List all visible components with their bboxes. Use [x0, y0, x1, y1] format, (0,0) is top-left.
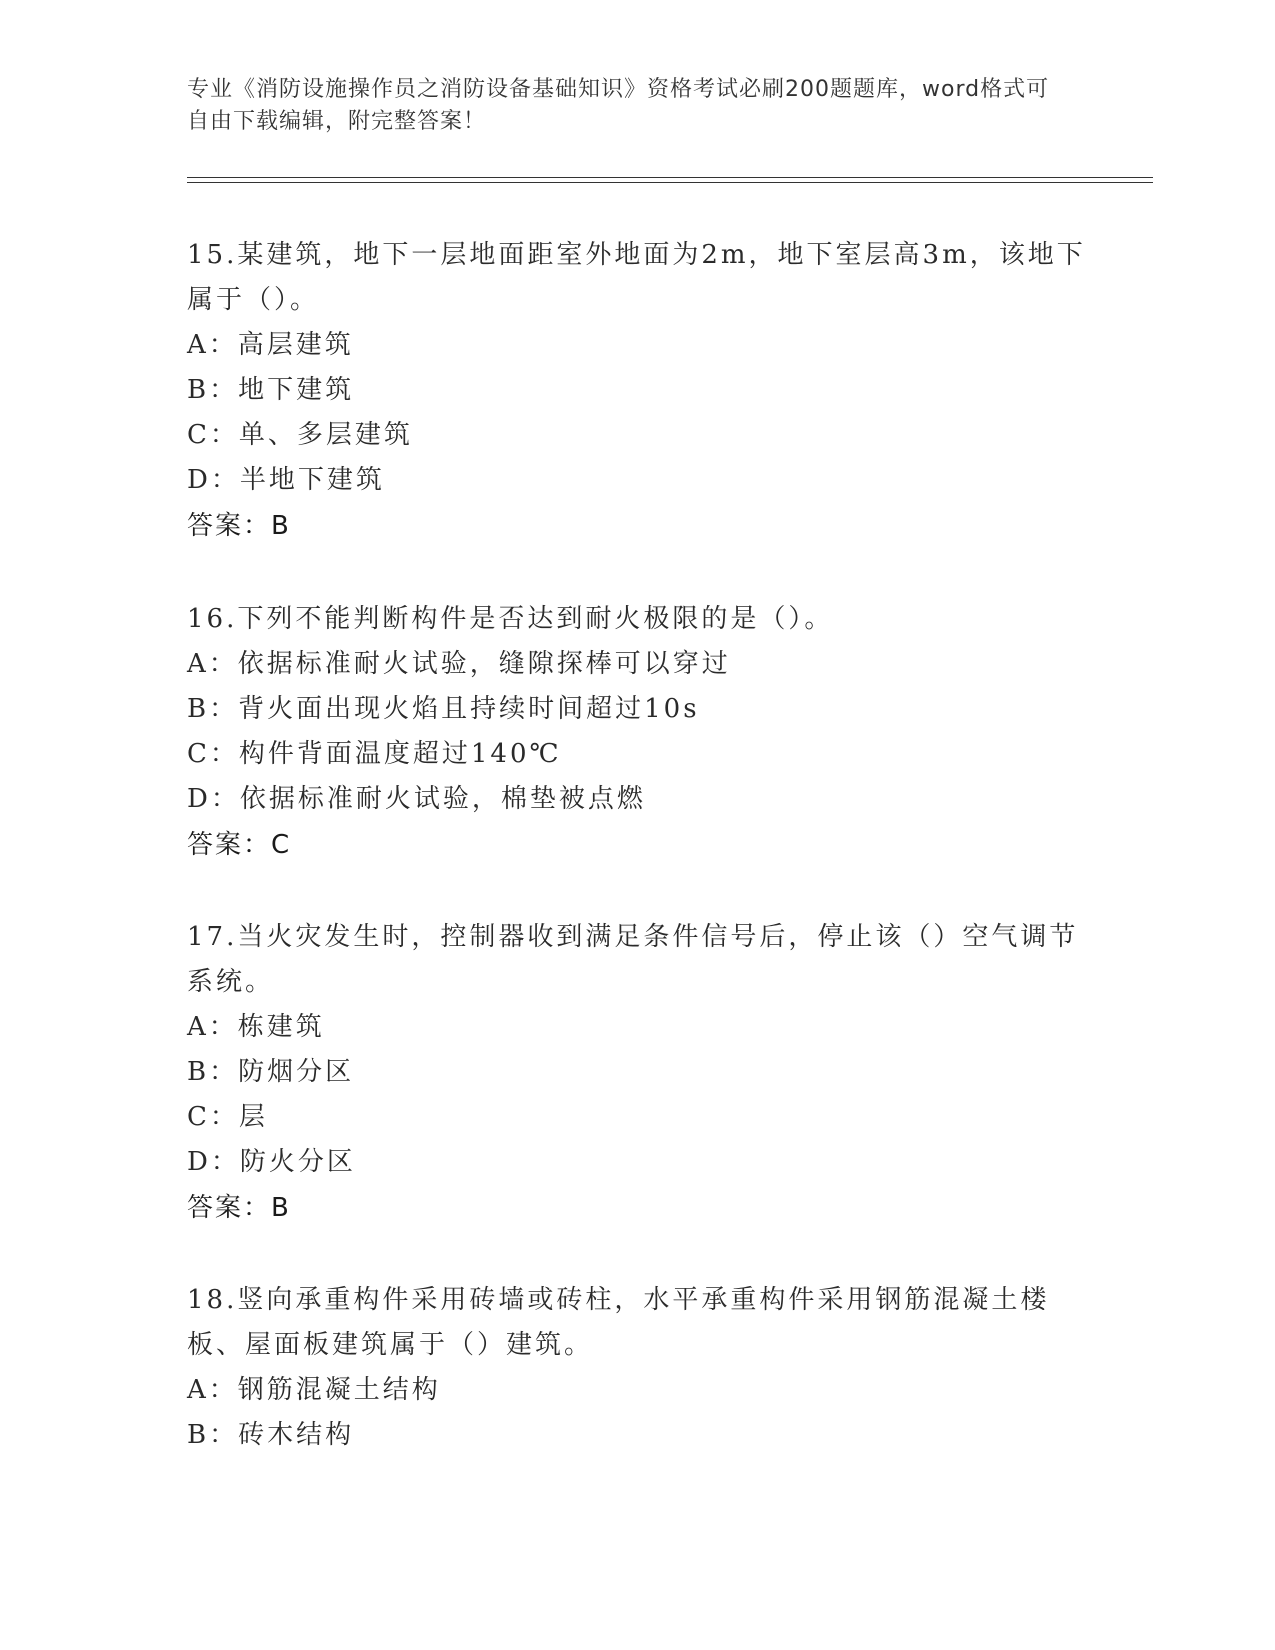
- question-stem: 15.某建筑，地下一层地面距室外地面为2m，地下室层高3m，该地下属于（）。: [187, 240, 1086, 315]
- option-c: C：层: [187, 1102, 268, 1132]
- question-17: [187, 915, 1087, 1231]
- question-stem: 18.竖向承重构件采用砖墙或砖柱，水平承重构件采用钢筋混凝土楼板、屋面板建筑属于（）建筑。: [187, 1285, 1050, 1360]
- header-divider-line-2: [187, 182, 1153, 183]
- option-a: A：钢筋混凝土结构: [187, 1375, 441, 1405]
- option-c: C：单、多层建筑: [187, 420, 413, 450]
- option-d: D：依据标准耐火试验，棉垫被点燃: [187, 784, 646, 814]
- answer: 答案：B: [187, 1193, 291, 1223]
- option-b: B：防烟分区: [187, 1057, 355, 1087]
- question-16: [187, 597, 1087, 868]
- question-15: [187, 233, 1087, 549]
- question-stem: 16.下列不能判断构件是否达到耐火极限的是（）。: [187, 604, 834, 634]
- option-b: B：砖木结构: [187, 1420, 355, 1450]
- question-stem: 17.当火灾发生时，控制器收到满足条件信号后，停止该（）空气调节系统。: [187, 922, 1079, 997]
- option-b: B：背火面出现火焰且持续时间超过10s: [187, 694, 700, 724]
- option-d: D：防火分区: [187, 1147, 356, 1177]
- answer: 答案：B: [187, 511, 291, 541]
- header-divider-line: [187, 177, 1153, 178]
- option-c: C：构件背面温度超过140℃: [187, 739, 562, 769]
- option-a: A：依据标准耐火试验，缝隙探棒可以穿过: [187, 649, 731, 679]
- answer: 答案：C: [187, 830, 292, 860]
- option-d: D：半地下建筑: [187, 465, 385, 495]
- option-a: A：高层建筑: [187, 330, 354, 360]
- option-b: B：地下建筑: [187, 375, 355, 405]
- question-18: [187, 1278, 1087, 1458]
- document-header: 专业《消防设施操作员之消防设备基础知识》资格考试必刷200题题库，word格式可自由下载编辑，附完整答案！: [187, 77, 1050, 134]
- option-a: A：栋建筑: [187, 1012, 325, 1042]
